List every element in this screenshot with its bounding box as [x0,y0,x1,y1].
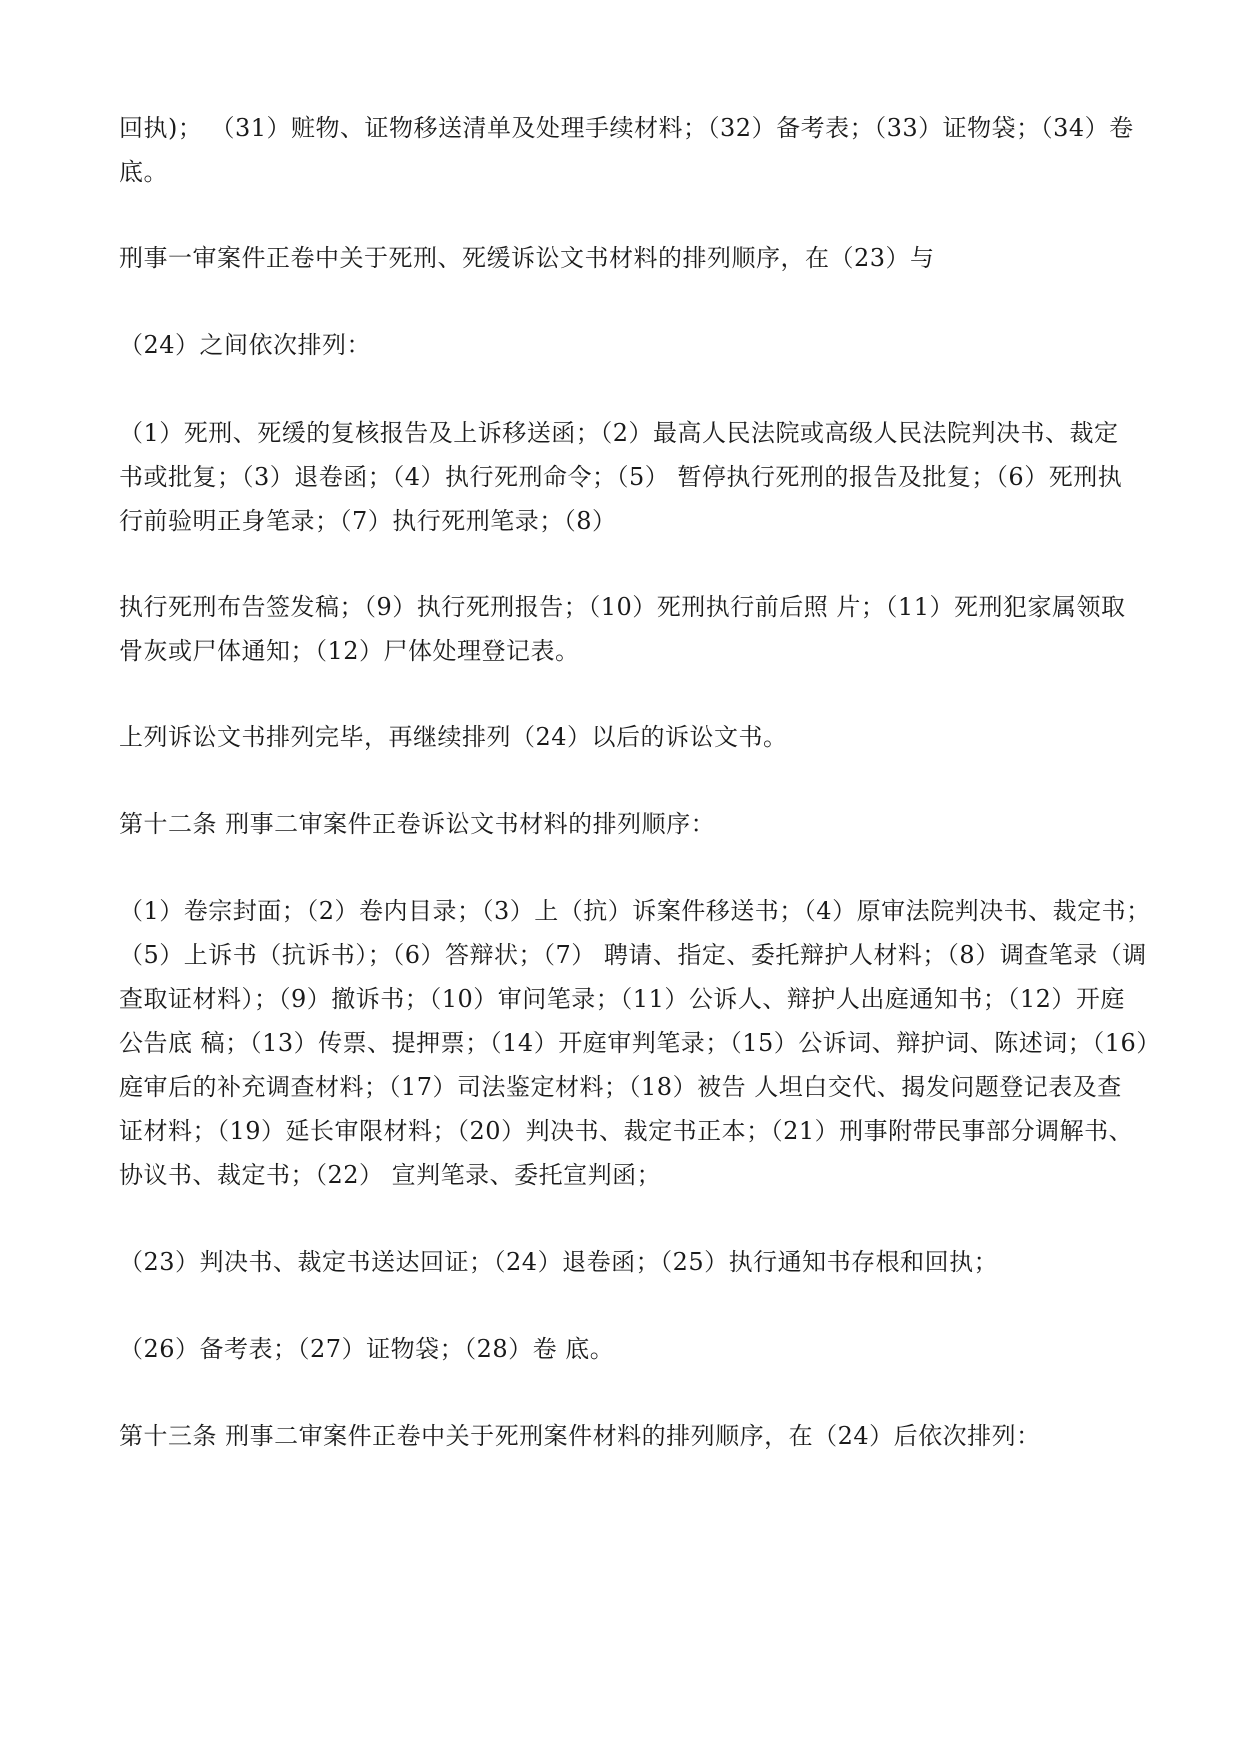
paragraph-1-line-2: 底。 [119,158,168,186]
section-12-heading: 第十二条 刑事二审案件正卷诉讼文书材料的排列顺序： [119,810,716,838]
paragraph-5-line-2: 骨灰或尸体通知；（12）尸体处理登记表。 [119,637,580,665]
paragraph-8-line-7: 协议书、裁定书；（22） 宣判笔录、委托宣判函； [119,1161,662,1189]
paragraph-6-line-1: 上列诉讼文书排列完毕，再继续排列（24）以后的诉讼文书。 [119,723,788,751]
paragraph-8-line-2: （5）上诉书（抗诉书）；（6）答辩状；（7） 聘请、指定、委托辩护人材料；（8）调查笔录（调 [119,941,1147,969]
paragraph-4-line-1: （1）死刑、死缓的复核报告及上诉移送函；（2）最高人民法院或高级人民法院判决书、裁定 [119,419,1119,447]
paragraph-8-line-4: 公告底 稿；（13）传票、提押票；（14）开庭审判笔录；（15）公诉词、辩护词、陈述词；（16） [119,1029,1161,1057]
paragraph-1-line-1: 回执)； （31）赃物、证物移送清单及处理手续材料；（32）备考表；（33）证物袋；（34）卷 [119,114,1134,142]
paragraph-8-line-1: （1）卷宗封面；（2）卷内目录；（3）上（抗）诉案件移送书；（4）原审法院判决书、裁定书； [119,897,1151,925]
paragraph-8-line-6: 证材料；（19）延长审限材料；（20）判决书、裁定书正本；（21）刑事附带民事部分调解书、 [119,1117,1134,1145]
paragraph-4-line-3: 行前验明正身笔录；（7）执行死刑笔录；（8） [119,507,617,535]
paragraph-3-line-1: （24）之间依次排列： [119,331,372,359]
section-13-heading: 第十三条 刑事二审案件正卷中关于死刑案件材料的排列顺序，在（24）后依次排列： [119,1422,1041,1450]
paragraph-10-line-1: （26）备考表；（27）证物袋；（28）卷 底。 [119,1335,615,1363]
paragraph-2-line-1: 刑事一审案件正卷中关于死刑、死缓诉讼文书材料的排列顺序，在（23）与 [119,244,935,272]
paragraph-4-line-2: 书或批复；（3）退卷函；（4）执行死刑命令；（5） 暂停执行死刑的报告及批复；（6）死刑执 [119,463,1123,491]
paragraph-8-line-5: 庭审后的补充调查材料；（17）司法鉴定材料；（18）被告 人坦白交代、揭发问题登记表及查 [119,1073,1122,1101]
paragraph-9-line-1: （23）判决书、裁定书送达回证；（24）退卷函；（25）执行通知书存根和回执； [119,1248,999,1276]
paragraph-5-line-1: 执行死刑布告签发稿；（9）执行死刑报告；（10）死刑执行前后照 片；（11）死刑犯家属领取 [119,593,1126,621]
paragraph-8-line-3: 查取证材料）；（9）撤诉书；（10）审问笔录；（11）公诉人、辩护人出庭通知书；（12）开庭 [119,985,1125,1013]
